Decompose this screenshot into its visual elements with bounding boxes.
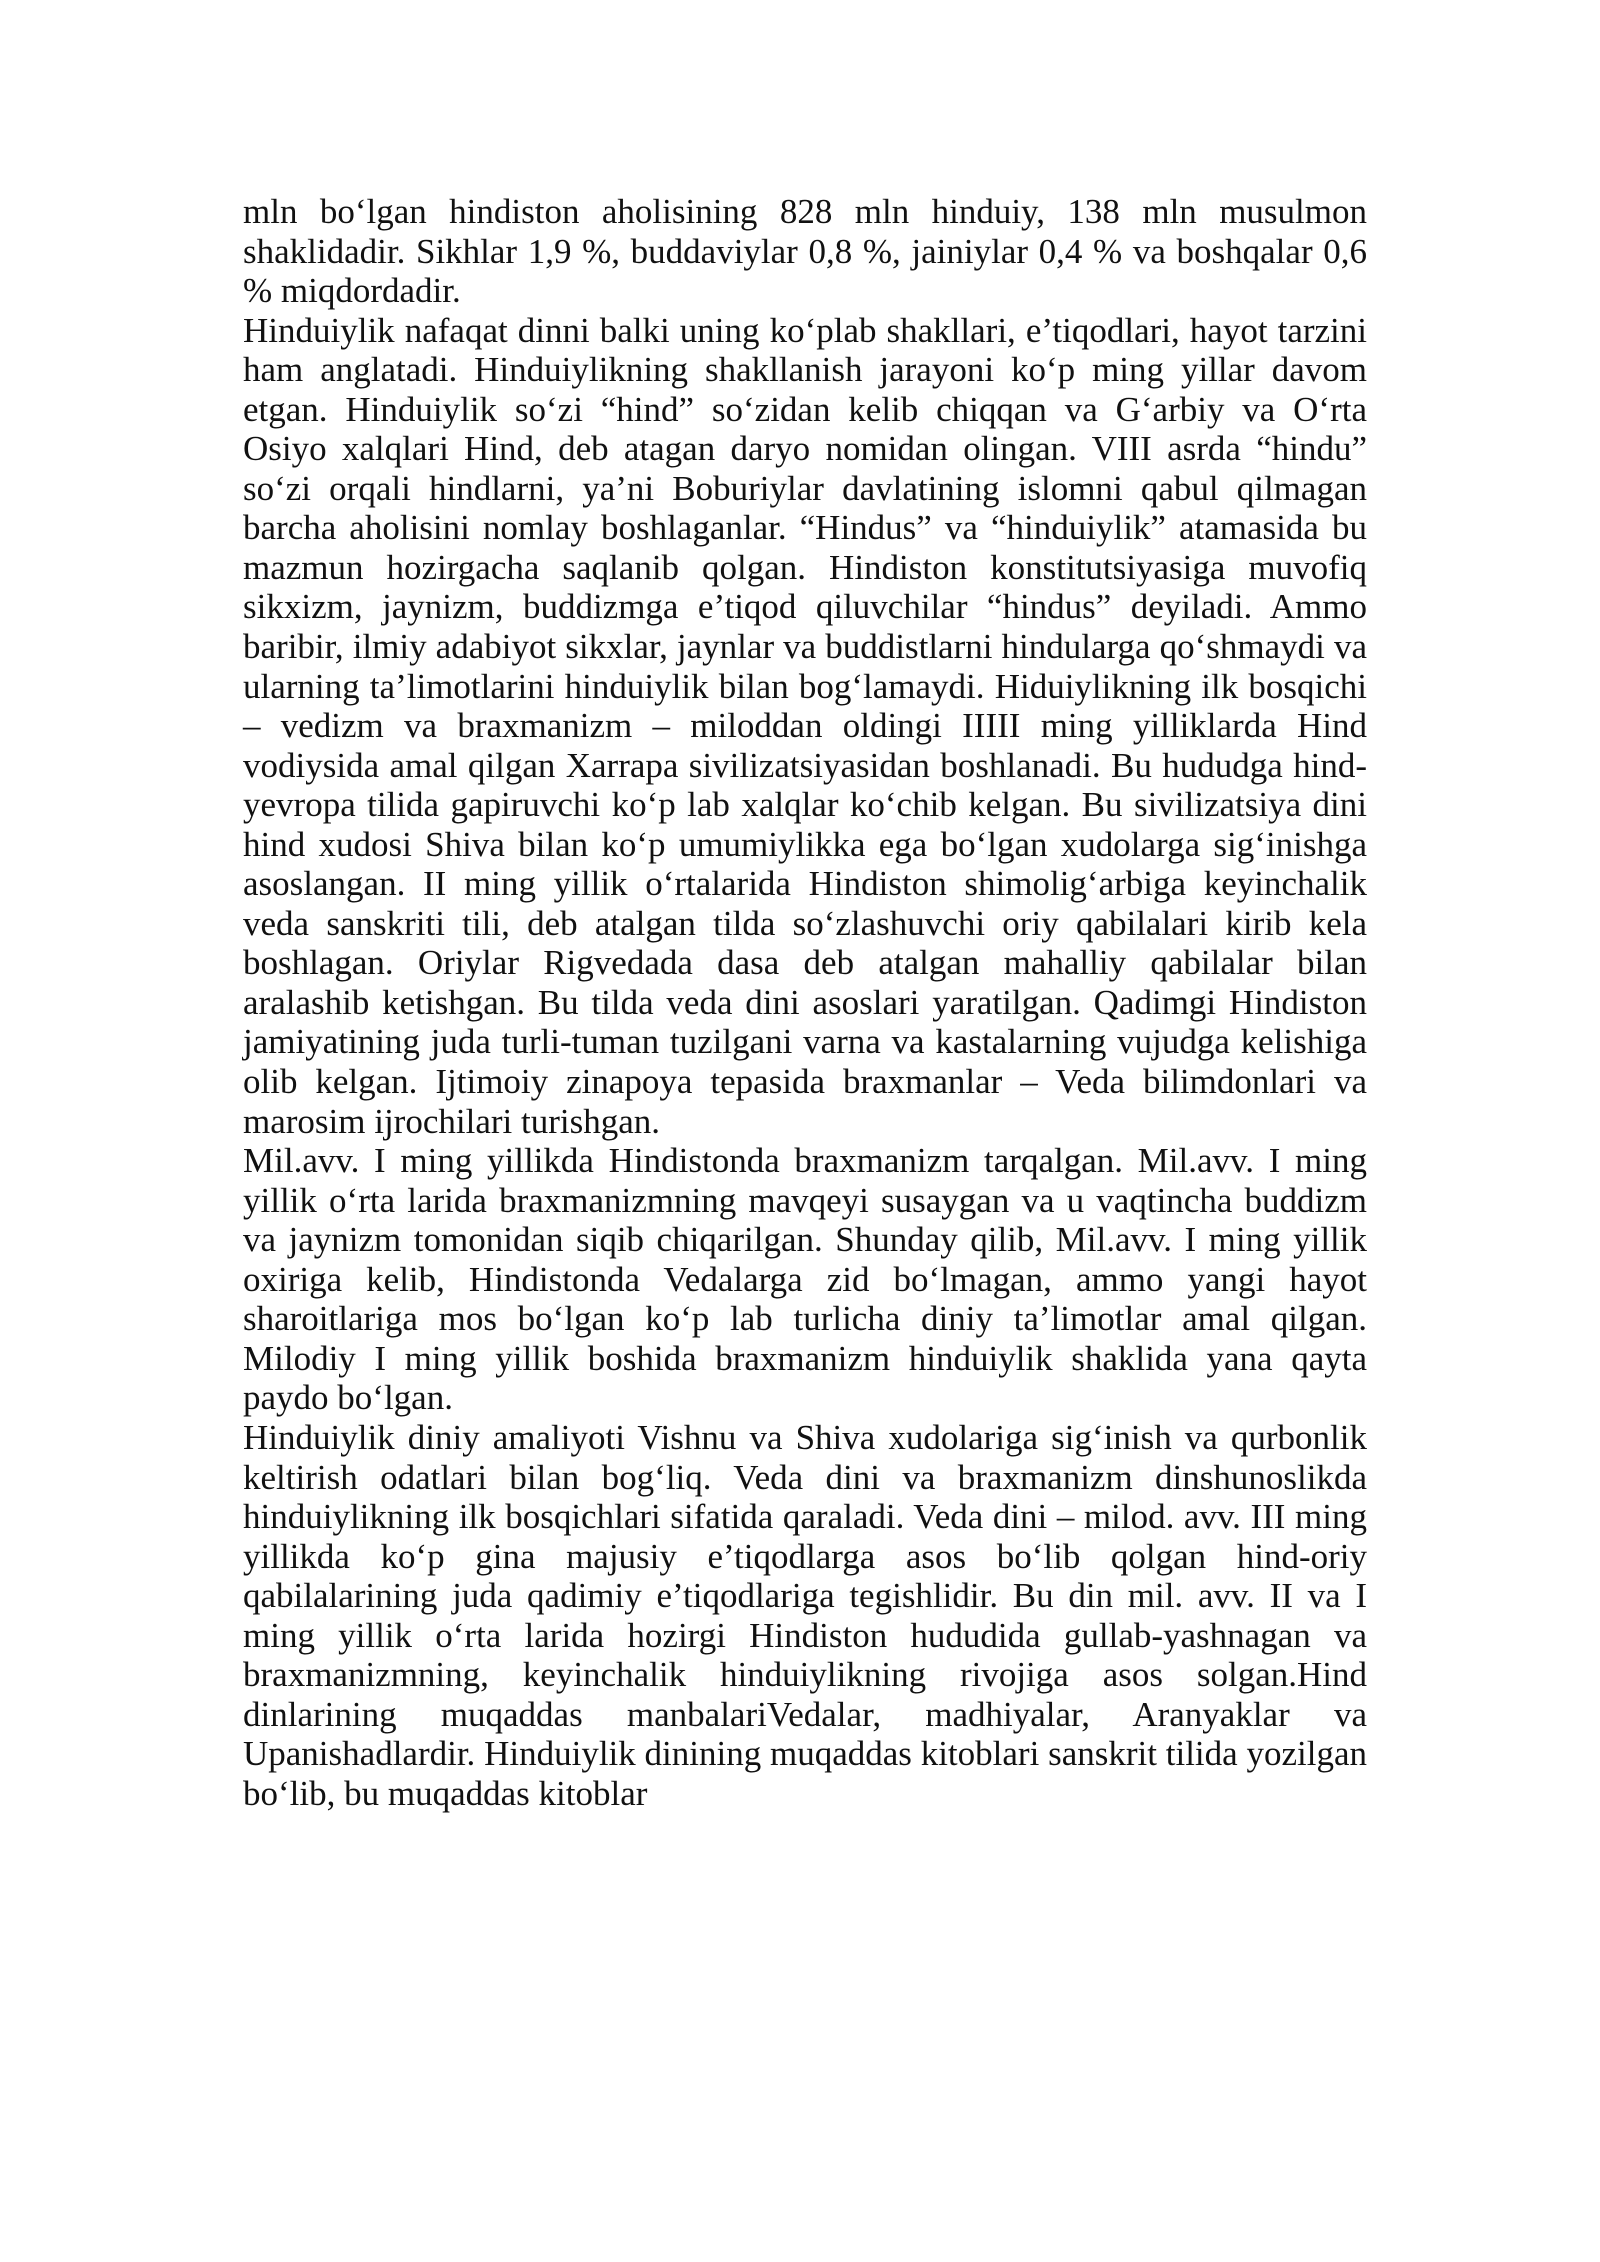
paragraph: Mil.avv. I ming yillikda Hindistonda braxmanizm tarqalgan. Mil.avv. I ming yillik o‘rta larida braxmanizmning mavqeyi susaygan va u vaqtincha buddizm va jaynizm tomonidan siqib chiqarilgan. Shunday qilib, Mil.avv. I ming yillik oxiriga kelib, Hindistonda Vedalarga zid bo‘lmagan, ammo yangi hayot sharoitlariga mos bo‘lgan ko‘p lab turlicha diniy ta’limotlar amal qilgan. Milodiy I ming yillik boshida braxmanizm hinduiylik shaklida yana qayta paydo bo‘lgan. — [243, 1141, 1367, 1418]
paragraph: Hinduiylik diniy amaliyoti Vishnu va Shiva xudolariga sig‘inish va qurbonlik keltirish odatlari bilan bog‘liq. Veda dini va braxmanizm dinshunoslikda hinduiylikning ilk bosqichlari sifatida qaraladi. Veda dini – milod. avv. III ming yillikda ko‘p gina majusiy e’tiqodlarga asos bo‘lib qolgan hind-oriy qabilalarining juda qadimiy e’tiqodlariga tegishlidir. Bu din mil. avv. II va I ming yillik o‘rta larida hozirgi Hindiston hududida gullab-yashnagan va braxmanizmning, keyinchalik hinduiylikning rivojiga asos solgan.Hind dinlarining muqaddas manbalariVedalar, madhiyalar, Aranyaklar va Upanishadlardir. Hinduiylik dinining muqaddas kitoblari sanskrit tilida yozilgan bo‘lib, bu muqaddas kitoblar — [243, 1417, 1367, 1813]
paragraph: Hinduiylik nafaqat dinni balki uning ko‘plab shakllari, e’tiqodlari, hayot tarzini ham anglatadi. Hinduiylikning shakllanish jarayoni ko‘p ming yillar davom etgan. Hinduiylik so‘zi “hind” so‘zidan kelib chiqqan va G‘arbiy va O‘rta Osiyo xalqlari Hind, deb atagan daryo nomidan olingan. VIII asrda “hindu” so‘zi orqali hindlarni, ya’ni Boburiylar davlatining islomni qabul qilmagan barcha aholisini nomlay boshlaganlar. “Hindus” va “hinduiylik” atamasida bu mazmun hozirgacha saqlanib qolgan. Hindiston konstitutsiyasiga muvofiq sikxizm, jaynizm, buddizmga e’tiqod qiluvchilar “hindus” deyiladi. Ammo baribir, ilmiy adabiyot sikxlar, jaynlar va buddistlarni hindularga qo‘shmaydi va ularning ta’limotlarini hinduiylik bilan bog‘lamaydi. Hiduiylikning ilk bosqichi – vedizm va braxmanizm – miloddan oldingi IIIII ming yilliklarda Hind vodiysida amal qilgan Xarrapa sivilizatsiyasidan boshlanadi. Bu hududga hind-yevropa tilida gapiruvchi ko‘p lab xalqlar ko‘chib kelgan. Bu sivilizatsiya dini hind xudosi Shiva bilan ko‘p umumiylikka ega bo‘lgan xudolarga sig‘inishga asoslangan. II ming yillik o‘rtalarida Hindiston shimolig‘arbiga keyinchalik veda sanskriti tili, deb atalgan tilda so‘zlashuvchi oriy qabilalari kirib kela boshlagan. Oriylar Rigvedada dasa deb atalgan mahalliy qabilalar bilan aralashib ketishgan. Bu tilda veda dini asoslari yaratilgan. Qadimgi Hindiston jamiyatining juda turli-tuman tuzilgani varna va kastalarning vujudga kelishiga olib kelgan. Ijtimoiy zinapoya tepasida braxmanlar – Veda bilimdonlari va marosim ijrochilari turishgan. — [243, 310, 1367, 1141]
document-page — [243, 192, 1367, 1813]
paragraph: mln bo‘lgan hindiston aholisining 828 mln hinduiy, 138 mln musulmon shaklidadir. Sikhlar 1,9 %, buddaviylar 0,8 %, jainiylar 0,4 % va boshqalar 0,6 % miqdordadir. — [243, 192, 1367, 311]
